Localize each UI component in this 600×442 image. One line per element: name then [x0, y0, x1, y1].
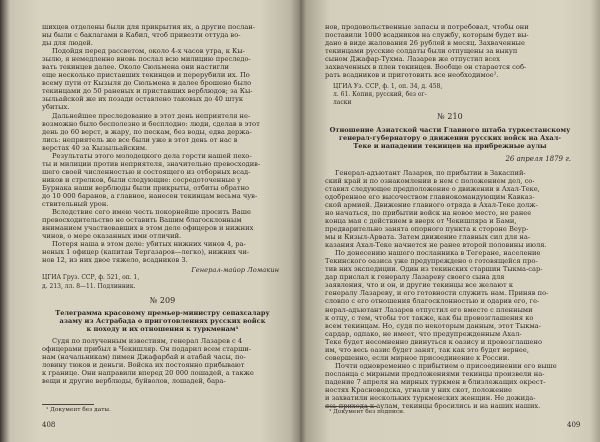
right-page	[305, 0, 593, 442]
archive-reference: л. 61. Копия, русский, без ог-	[333, 91, 427, 99]
text-line: им, что весь оазис будет занят, так как это будет вернее,	[325, 345, 529, 354]
text-line: Потеря наша в этом деле: убитых нижних чинов 4, ра-	[52, 240, 246, 249]
title-line: Отношение Азиатской части Главного штаба туркестанскому	[329, 125, 571, 134]
title-line: к походу и их отношения к туркменам¹	[86, 324, 239, 333]
text-line: предварительно занята опорного пункта к стороне Веур-	[325, 225, 529, 234]
text-line: офицерами прибыл в Чекишляр. Он подарил всем старши-	[42, 344, 252, 353]
archive-reference: ласки	[333, 99, 352, 107]
text-line: шего своей численностью и состоящего из отборных всад-	[42, 167, 251, 176]
text-line: Судя по полученным известиям, генерал Лазарев с 4	[52, 336, 243, 345]
text-line: но начаться, по прибытии войск на новое место, не ранее	[325, 208, 532, 217]
footnote: ¹ Документ без даты.	[46, 407, 111, 413]
footnote: ¹ Документ без подписи.	[329, 409, 405, 415]
text-line: всему пути от Кызыля до Сюльмена в далее брошено было	[42, 79, 252, 88]
text-line: Текинского оазиса уже предупреждено о готовящейся про-	[325, 257, 538, 266]
text-line: ясь прихода к аулам, текинцы бросились и на наших наших.	[325, 402, 541, 411]
text-line: верстах 40 за Кызыльайским.	[42, 143, 148, 152]
text-line: Генерал-адъютант Лазарев, по прибытии в Закаспий-	[335, 168, 526, 177]
text-line: еще несколько приставших текинцев и перерубили их. По	[42, 71, 250, 80]
page-number: 409	[567, 421, 581, 429]
title-line: азаму из Астрабада о приготовлениях русских войск	[59, 316, 266, 325]
title-line: Теке и нападении текинцев на прибрежные аулы	[353, 141, 547, 150]
document-number: № 210	[437, 112, 463, 122]
text-line: к границе. Они направили вперед 20 000 лошадей, а также	[42, 368, 254, 377]
text-line: ны были с баклагами в Кабил, чтоб привезти оттуда во-	[42, 31, 241, 40]
text-line: неных 1 офицер (капитан Тергазаров—легко), нижних чи-	[42, 248, 250, 257]
archive-reference: д. 213, лл. 8—11. Подлинник.	[42, 282, 136, 290]
text-line: Подойдя перед рассветом, около 4-х часов утра, к Кы-	[52, 47, 245, 56]
document-date: 26 апреля 1879 г.	[505, 154, 571, 163]
text-line: конца мая с действием в вверх от Чекишляра и Бами,	[325, 216, 517, 225]
document-title	[325, 126, 575, 150]
text-line: вниманием участвовавших в этом деле офицеров и нижних	[42, 224, 254, 233]
text-line: текинцами русские солдаты были отпущены за выкуп	[325, 47, 518, 56]
text-line: одобренное его высочеством главнокомандующим Кавказ-	[325, 192, 535, 201]
text-line: дар прислал к генералу Лазареву своего сына для	[325, 273, 505, 282]
text-line: зылю, я немедленно вновь послал всю милицию преследо-	[42, 55, 251, 64]
archive-reference: ЦГИА Уз. ССР, ф. 1, оп. 34, д. 458,	[333, 83, 443, 91]
text-line: ностях Красноводска, угнали у них скот, положение	[325, 385, 513, 394]
text-line: день до 60 верст, в жару, по пескам, без воды, едва держа-	[42, 127, 252, 136]
signature: Генерал-майор Ломакин	[191, 266, 279, 275]
text-line: превосходительство не оставить Вашим благосклонным	[42, 216, 242, 225]
text-line: ской армией. Движение главного отряда в Ахал-Теке долж-	[325, 200, 538, 209]
text-line: заявления, что и он, и другие текинцы все желают к	[325, 281, 514, 290]
text-line: дано в виде жалования 26 рублей в месяц. Захваченные	[325, 39, 525, 48]
text-line: возможно было бесполезно и бесплодно: люди, сделав в этот	[42, 119, 260, 128]
text-line: Теке будет несомненно двинуться к оазису и провозглашено	[325, 337, 542, 346]
text-line: зыльайской же их позади оставлено таковых до 40 штук	[42, 95, 244, 104]
text-line: ты и милиции против неприятеля, значительно превосходив-	[42, 159, 261, 168]
text-line: ствительный урон.	[42, 200, 109, 209]
title-line: генерал-губернатору о движении русских войск на Ахал-	[338, 133, 562, 142]
text-line: всем текинцам. Но, судя по некоторым данным, этот Тыкма-	[325, 321, 541, 330]
text-line: ников и стрелков, были следующие: сосредоточенные у	[42, 175, 242, 184]
left-page	[10, 0, 293, 442]
text-line: убитых.	[42, 103, 70, 112]
text-line: сардар, одпако, не имеет, что предупрежденным Ахал-	[325, 329, 522, 338]
text-line: словпо с его отношения благосклонностью и одарив его, ге-	[325, 297, 540, 306]
document-title	[42, 309, 283, 333]
text-line: сыном Джафар-Тухма. Лазарев же отпустил всех	[325, 55, 501, 64]
text-line: ды для людей.	[42, 39, 94, 48]
text-line: поставили 1000 всадников на службу, которым будет вы-	[325, 31, 529, 40]
text-line: совершенно, если мирное присоединение к России.	[325, 353, 510, 362]
text-line: мы и Кизыл-Арвата. Затем движение главных сил для на-	[325, 233, 531, 242]
text-line: нов 12, из них двое тяжело, всадников 3.	[42, 256, 188, 265]
text-line: Вследствие сего имею честь покорнейше просить Ваше	[52, 208, 251, 217]
text-line: нерал-адъютант Лазарев отпустил его вместе с пленными	[325, 305, 533, 314]
text-line: нов, продовольственные запасы и потребовал, чтобы они	[325, 23, 529, 31]
text-line: Бурнака наши верблюды были прикрыты, отбиты обратно	[42, 183, 250, 192]
text-line: вать текинцев далее. Около Сюльмена они настигли	[42, 63, 229, 72]
text-line: и захватили нескольких туркменских женщин. Не дожида-	[325, 394, 536, 403]
title-line: Телеграмма красовому премьер-министру сепахсалару	[55, 308, 270, 317]
text-line: ский край и по ознакомлении в нем с положением дел, со-	[325, 176, 535, 185]
text-line: ловину тюков и деньги. Войска их постоянно прибывают	[42, 360, 245, 369]
text-line: Дальнейшее преследование в этот день неприятеля не-	[52, 111, 251, 120]
text-line: казания Ахал-Теке начнется не ранее второй половины июля.	[325, 241, 547, 250]
text-line: Почти одновременно с прибытием о присоединении его выше	[335, 361, 557, 370]
text-line: ставил следующее предположение о движении в Ахал-Теке,	[325, 184, 540, 193]
left-page-text-column	[42, 23, 283, 403]
document-number: № 209	[149, 295, 176, 305]
archive-reference: ЦГИА Груз. ССР, ф. 521, оп. 1,	[42, 274, 140, 282]
text-line: чинов, о мере оказанных ими отличий.	[42, 232, 182, 241]
text-line: рать всадников и приготовить все необходимое¹.	[325, 71, 499, 80]
right-page-text-column	[325, 23, 575, 411]
text-line: захваченных в плен текинцев. Вообще он старается соб-	[325, 63, 527, 72]
text-line: шихцев отделены были для прикрытия их, а другие послан-	[42, 23, 256, 31]
text-line: вещи и другие верблюды, буйволов, лошадей, бара-	[42, 376, 226, 385]
text-line: нам (начальникам) пимен Джафарбай и атабай часы, по-	[42, 352, 246, 361]
text-line: тив них экспедиции. Один из текинских старшин Тыкма-сар-	[325, 265, 543, 274]
text-line: Результаты этого молодецкого дела горсти нашей пехо-	[52, 151, 252, 160]
text-line: генералу Лазареву, и его готовности служить нам. Приняв по-	[325, 289, 549, 298]
footnote-rule	[325, 406, 377, 407]
text-line: текинцами до 50 раненых и приставших верблюдов; за Кы-	[42, 87, 253, 96]
text-line: лись: неприятель же все были уже в этот день от нас в	[42, 135, 238, 144]
text-line: По донесению нашего посланника в Тегеране, население	[335, 249, 541, 258]
footnote-rule	[42, 404, 94, 405]
text-line: к отцу, с тем, чтобы тот также, как бы провозглашения ко	[325, 313, 534, 322]
page-number: 408	[42, 421, 56, 429]
text-line: до 10 000 баранов, а главное, нанесен текинцам весьма чув-	[42, 191, 258, 200]
text-line: посланца с мирными предложениями текинцы произвели на-	[325, 369, 545, 378]
text-line: падение 7 апреля на мирных туркмен в близлежащих окрест-	[325, 377, 546, 386]
